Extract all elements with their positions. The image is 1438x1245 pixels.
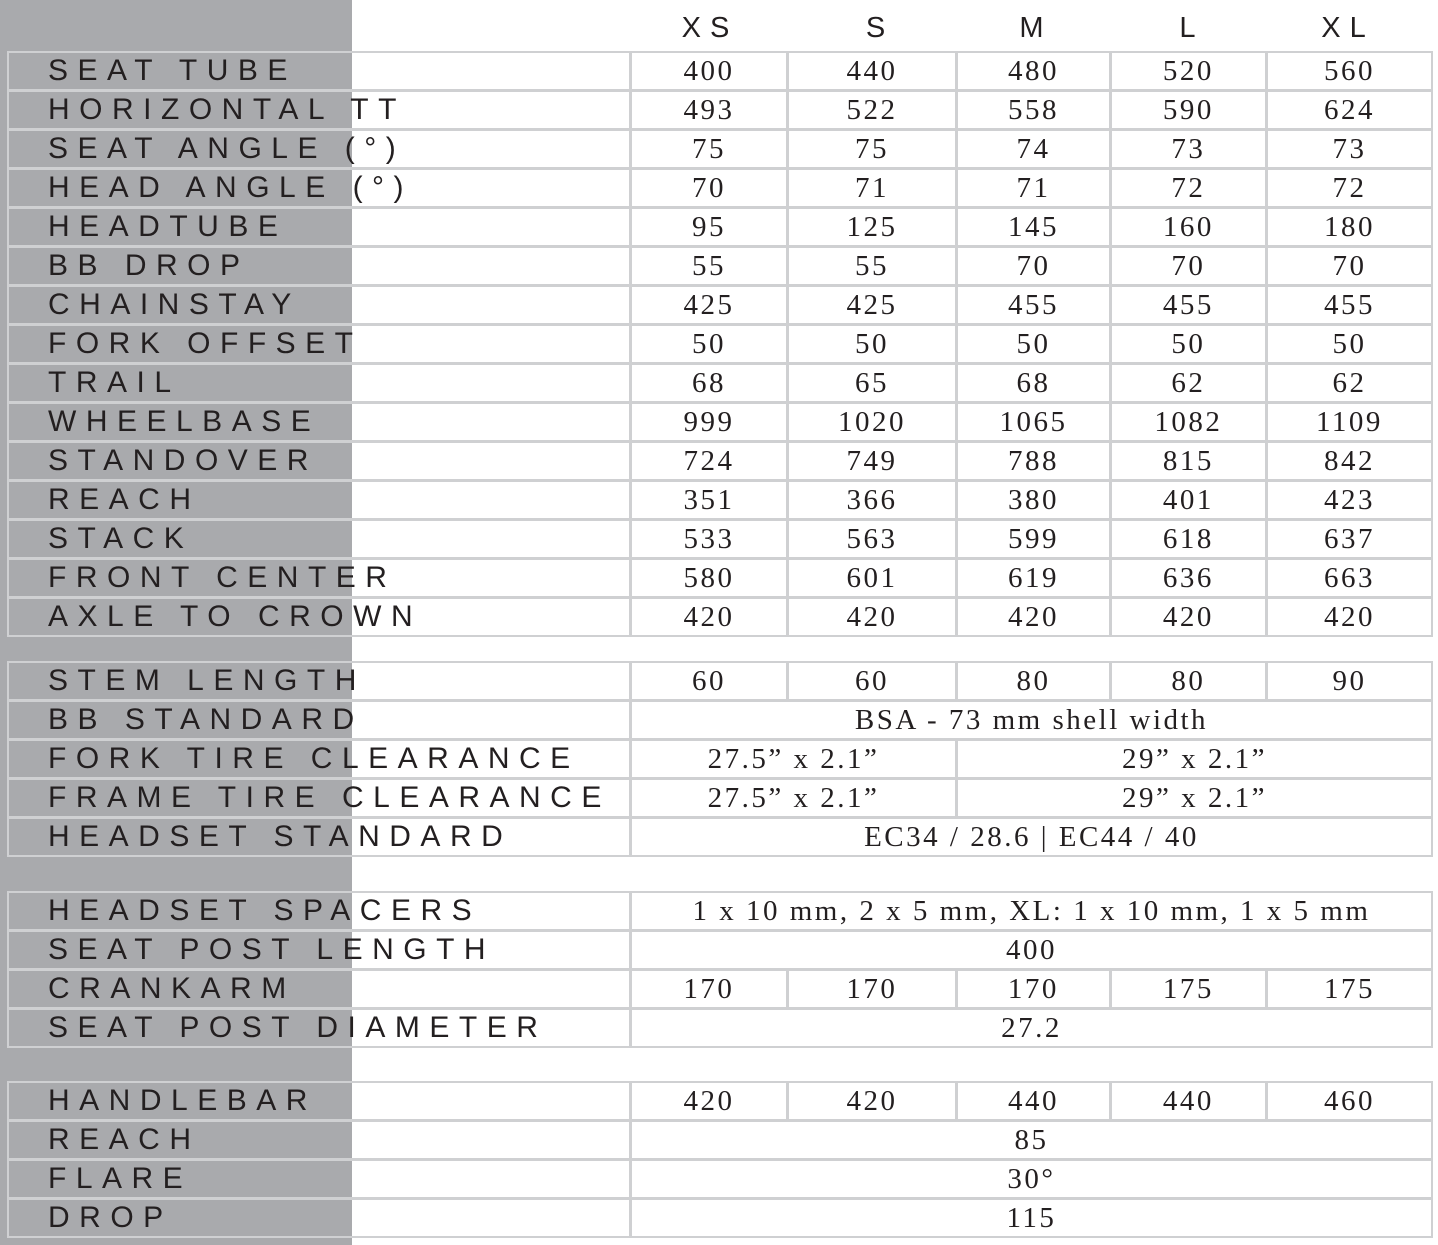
table-row	[9, 443, 1431, 479]
size-header-xs: XS	[681, 12, 739, 44]
value-cell: 619	[958, 560, 1109, 596]
value-cell: 455	[1112, 287, 1265, 323]
value-cell: 420	[789, 599, 955, 635]
row-label: SEAT POST LENGTH	[9, 932, 629, 968]
value-cell: 425	[789, 287, 955, 323]
row-label: HORIZONTAL TT	[9, 92, 629, 128]
value-cell: 125	[789, 209, 955, 245]
value-cell: 85	[632, 1122, 1431, 1158]
value-cell: 493	[632, 92, 786, 128]
value-cell: 663	[1268, 560, 1431, 596]
row-label: TRAIL	[9, 365, 629, 401]
table-row	[9, 1122, 1431, 1158]
table-row	[9, 741, 1431, 777]
value-cell: 55	[789, 248, 955, 284]
table-row	[9, 248, 1431, 284]
table-row	[9, 1010, 1431, 1046]
value-cell: 180	[1268, 209, 1431, 245]
table-row	[9, 404, 1431, 440]
row-label: REACH	[9, 1122, 629, 1158]
handlebar-table	[6, 1080, 1434, 1239]
value-cell: 29” x 2.1”	[958, 780, 1431, 816]
size-header-l: L	[1179, 12, 1205, 44]
value-cell: 60	[632, 663, 786, 699]
value-cell: 175	[1268, 971, 1431, 1007]
table-row	[9, 1200, 1431, 1236]
value-cell: 788	[958, 443, 1109, 479]
value-cell: 999	[632, 404, 786, 440]
row-label: SEAT POST DIAMETER	[9, 1010, 629, 1046]
value-cell: 380	[958, 482, 1109, 518]
value-cell: 73	[1112, 131, 1265, 167]
value-cell: 27.5” x 2.1”	[632, 780, 955, 816]
value-cell: 1109	[1268, 404, 1431, 440]
value-cell: 533	[632, 521, 786, 557]
value-cell: 724	[632, 443, 786, 479]
value-cell: 71	[789, 170, 955, 206]
table-row	[9, 209, 1431, 245]
row-label: STACK	[9, 521, 629, 557]
value-cell: 1 x 10 mm, 2 x 5 mm, XL: 1 x 10 mm, 1 x 5 mm	[632, 893, 1431, 929]
value-cell: 60	[789, 663, 955, 699]
table-row	[9, 780, 1431, 816]
value-cell: 425	[632, 287, 786, 323]
value-cell: 65	[789, 365, 955, 401]
row-label: FLARE	[9, 1161, 629, 1197]
table-row	[9, 1083, 1431, 1119]
value-cell: 70	[1268, 248, 1431, 284]
value-cell: 62	[1112, 365, 1265, 401]
row-label: CRANKARM	[9, 971, 629, 1007]
table-row	[9, 663, 1431, 699]
value-cell: EC34 / 28.6 | EC44 / 40	[632, 819, 1431, 855]
value-cell: 90	[1268, 663, 1431, 699]
value-cell: 73	[1268, 131, 1431, 167]
size-header-xl: XL	[1321, 12, 1375, 44]
value-cell: 522	[789, 92, 955, 128]
value-cell: 749	[789, 443, 955, 479]
value-cell: 440	[1112, 1083, 1265, 1119]
value-cell: 145	[958, 209, 1109, 245]
row-label: AXLE TO CROWN	[9, 599, 629, 635]
frame-geometry-table	[6, 50, 1434, 638]
value-cell: 455	[958, 287, 1109, 323]
table-row	[9, 1161, 1431, 1197]
value-cell: 580	[632, 560, 786, 596]
row-label: FORK TIRE CLEARANCE	[9, 741, 629, 777]
value-cell: 72	[1112, 170, 1265, 206]
value-cell: 80	[1112, 663, 1265, 699]
value-cell: 72	[1268, 170, 1431, 206]
size-header-s: S	[865, 12, 895, 44]
value-cell: 624	[1268, 92, 1431, 128]
table-row	[9, 326, 1431, 362]
value-cell: 71	[958, 170, 1109, 206]
value-cell: 170	[958, 971, 1109, 1007]
table-row	[9, 170, 1431, 206]
value-cell: 440	[789, 53, 955, 89]
table-row	[9, 482, 1431, 518]
table-row	[9, 702, 1431, 738]
value-cell: 1020	[789, 404, 955, 440]
value-cell: 815	[1112, 443, 1265, 479]
row-label: HEADSET SPACERS	[9, 893, 629, 929]
size-header-m: M	[1019, 12, 1053, 44]
row-label: HEAD ANGLE (°)	[9, 170, 629, 206]
value-cell: 170	[632, 971, 786, 1007]
value-cell: 30°	[632, 1161, 1431, 1197]
value-cell: 420	[632, 599, 786, 635]
value-cell: 618	[1112, 521, 1265, 557]
value-cell: 599	[958, 521, 1109, 557]
value-cell: 420	[789, 1083, 955, 1119]
value-cell: 440	[958, 1083, 1109, 1119]
value-cell: 351	[632, 482, 786, 518]
value-cell: BSA - 73 mm shell width	[632, 702, 1431, 738]
table-row	[9, 560, 1431, 596]
value-cell: 420	[1112, 599, 1265, 635]
value-cell: 366	[789, 482, 955, 518]
row-label: CHAINSTAY	[9, 287, 629, 323]
row-label: BB STANDARD	[9, 702, 629, 738]
row-label: HEADSET STANDARD	[9, 819, 629, 855]
size-header-row	[0, 0, 1438, 50]
value-cell: 401	[1112, 482, 1265, 518]
value-cell: 115	[632, 1200, 1431, 1236]
value-cell: 1082	[1112, 404, 1265, 440]
table-row	[9, 893, 1431, 929]
value-cell: 423	[1268, 482, 1431, 518]
value-cell: 420	[958, 599, 1109, 635]
value-cell: 95	[632, 209, 786, 245]
value-cell: 27.2	[632, 1010, 1431, 1046]
value-cell: 160	[1112, 209, 1265, 245]
row-label: BB DROP	[9, 248, 629, 284]
row-label: DROP	[9, 1200, 629, 1236]
value-cell: 455	[1268, 287, 1431, 323]
value-cell: 70	[632, 170, 786, 206]
value-cell: 55	[632, 248, 786, 284]
value-cell: 70	[1112, 248, 1265, 284]
table-row	[9, 365, 1431, 401]
components-table	[6, 660, 1434, 858]
value-cell: 75	[632, 131, 786, 167]
value-cell: 560	[1268, 53, 1431, 89]
value-cell: 601	[789, 560, 955, 596]
row-label: FRONT CENTER	[9, 560, 629, 596]
value-cell: 70	[958, 248, 1109, 284]
value-cell: 62	[1268, 365, 1431, 401]
value-cell: 480	[958, 53, 1109, 89]
value-cell: 400	[632, 53, 786, 89]
value-cell: 75	[789, 131, 955, 167]
value-cell: 74	[958, 131, 1109, 167]
table-row	[9, 287, 1431, 323]
table-row	[9, 971, 1431, 1007]
value-cell: 50	[1112, 326, 1265, 362]
row-label: REACH	[9, 482, 629, 518]
value-cell: 175	[1112, 971, 1265, 1007]
value-cell: 1065	[958, 404, 1109, 440]
value-cell: 400	[632, 932, 1431, 968]
value-cell: 420	[1268, 599, 1431, 635]
table-row	[9, 131, 1431, 167]
table-row	[9, 599, 1431, 635]
row-label: SEAT TUBE	[9, 53, 629, 89]
value-cell: 563	[789, 521, 955, 557]
row-label: WHEELBASE	[9, 404, 629, 440]
table-row	[9, 932, 1431, 968]
cockpit-table	[6, 890, 1434, 1049]
value-cell: 170	[789, 971, 955, 1007]
row-label: STEM LENGTH	[9, 663, 629, 699]
value-cell: 558	[958, 92, 1109, 128]
value-cell: 80	[958, 663, 1109, 699]
value-cell: 637	[1268, 521, 1431, 557]
value-cell: 520	[1112, 53, 1265, 89]
value-cell: 842	[1268, 443, 1431, 479]
value-cell: 50	[632, 326, 786, 362]
row-label: FORK OFFSET	[9, 326, 629, 362]
row-label: SEAT ANGLE (°)	[9, 131, 629, 167]
value-cell: 460	[1268, 1083, 1431, 1119]
value-cell: 636	[1112, 560, 1265, 596]
value-cell: 590	[1112, 92, 1265, 128]
table-row	[9, 92, 1431, 128]
row-label: HEADTUBE	[9, 209, 629, 245]
value-cell: 68	[958, 365, 1109, 401]
value-cell: 50	[958, 326, 1109, 362]
value-cell: 27.5” x 2.1”	[632, 741, 955, 777]
table-row	[9, 53, 1431, 89]
row-label: STANDOVER	[9, 443, 629, 479]
value-cell: 420	[632, 1083, 786, 1119]
table-row	[9, 819, 1431, 855]
table-row	[9, 521, 1431, 557]
value-cell: 68	[632, 365, 786, 401]
row-label: HANDLEBAR	[9, 1083, 629, 1119]
value-cell: 50	[789, 326, 955, 362]
value-cell: 50	[1268, 326, 1431, 362]
value-cell: 29” x 2.1”	[958, 741, 1431, 777]
row-label: FRAME TIRE CLEARANCE	[9, 780, 629, 816]
